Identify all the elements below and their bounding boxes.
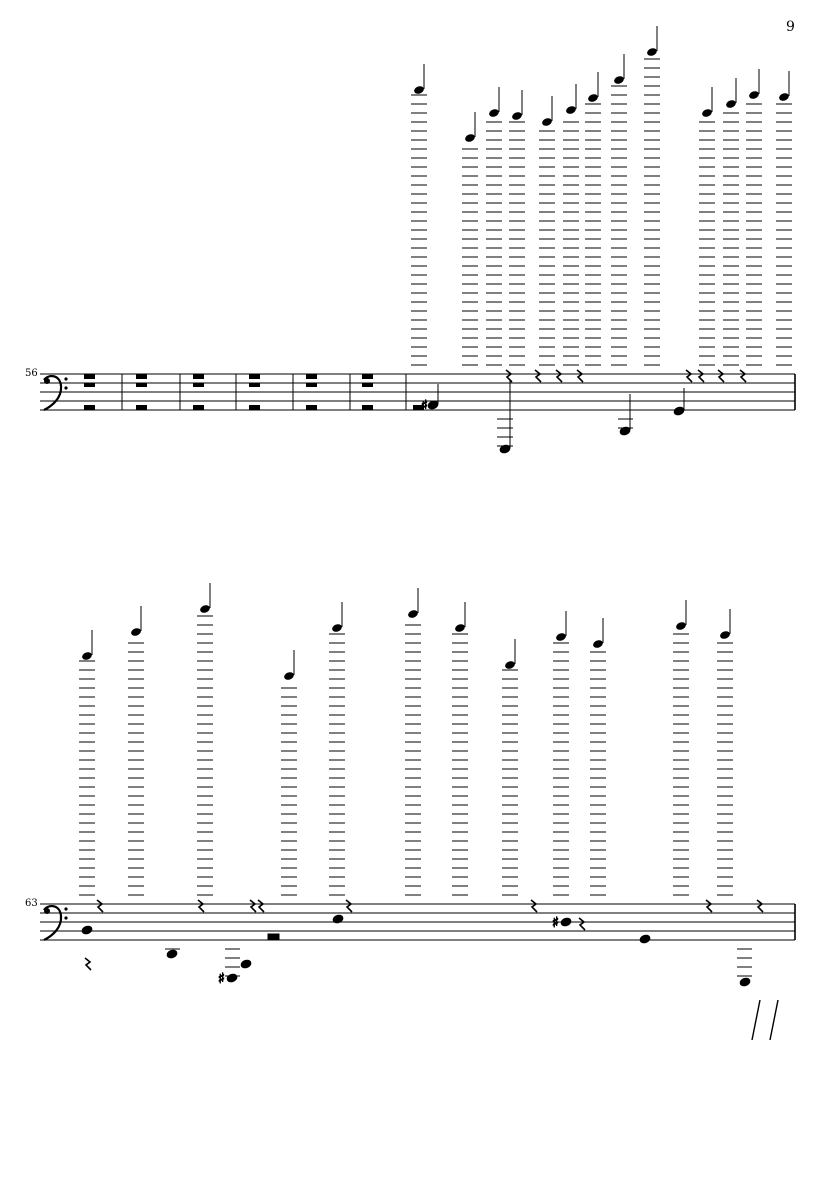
high-note xyxy=(699,87,715,365)
measure-number: 63 xyxy=(25,898,38,909)
high-note xyxy=(539,96,555,365)
high-note xyxy=(553,611,569,895)
measure-number: 56 xyxy=(25,368,38,379)
low-notes xyxy=(421,380,685,454)
high-note xyxy=(486,87,502,365)
high-note xyxy=(281,650,297,895)
high-note xyxy=(411,64,427,365)
sharp-sign: ♯ xyxy=(552,915,559,931)
high-notes xyxy=(79,583,733,895)
high-note xyxy=(462,112,478,365)
system-1 xyxy=(25,26,795,454)
small-rests xyxy=(85,900,763,970)
low-notes xyxy=(81,914,751,987)
high-note xyxy=(611,54,627,365)
page-number: 9 xyxy=(786,19,795,35)
sharp-sign: ♯ xyxy=(218,971,225,987)
ledger-below xyxy=(497,419,633,446)
high-note xyxy=(585,72,601,365)
high-note xyxy=(128,606,144,895)
high-note xyxy=(717,609,733,895)
staff-lines xyxy=(40,374,795,410)
high-note xyxy=(590,618,606,895)
high-note xyxy=(197,583,213,895)
high-note xyxy=(723,78,739,365)
high-note xyxy=(563,84,579,365)
bass-clef-icon xyxy=(44,906,68,940)
flag-ticks xyxy=(752,1000,778,1040)
bass-clef-icon xyxy=(44,376,68,410)
high-note xyxy=(644,26,660,365)
high-note xyxy=(405,588,421,895)
high-note xyxy=(329,602,345,895)
high-note xyxy=(509,90,525,365)
high-note xyxy=(746,69,762,365)
high-note xyxy=(673,600,689,895)
ledger-below xyxy=(165,949,752,976)
small-rests xyxy=(506,370,746,382)
high-note xyxy=(452,602,468,895)
system-2 xyxy=(25,583,795,1040)
staff-lines xyxy=(40,904,795,940)
high-note xyxy=(79,630,95,895)
high-notes xyxy=(411,26,792,365)
high-note xyxy=(776,71,792,365)
sharp-sign: ♯ xyxy=(421,398,428,414)
high-note xyxy=(502,639,518,895)
